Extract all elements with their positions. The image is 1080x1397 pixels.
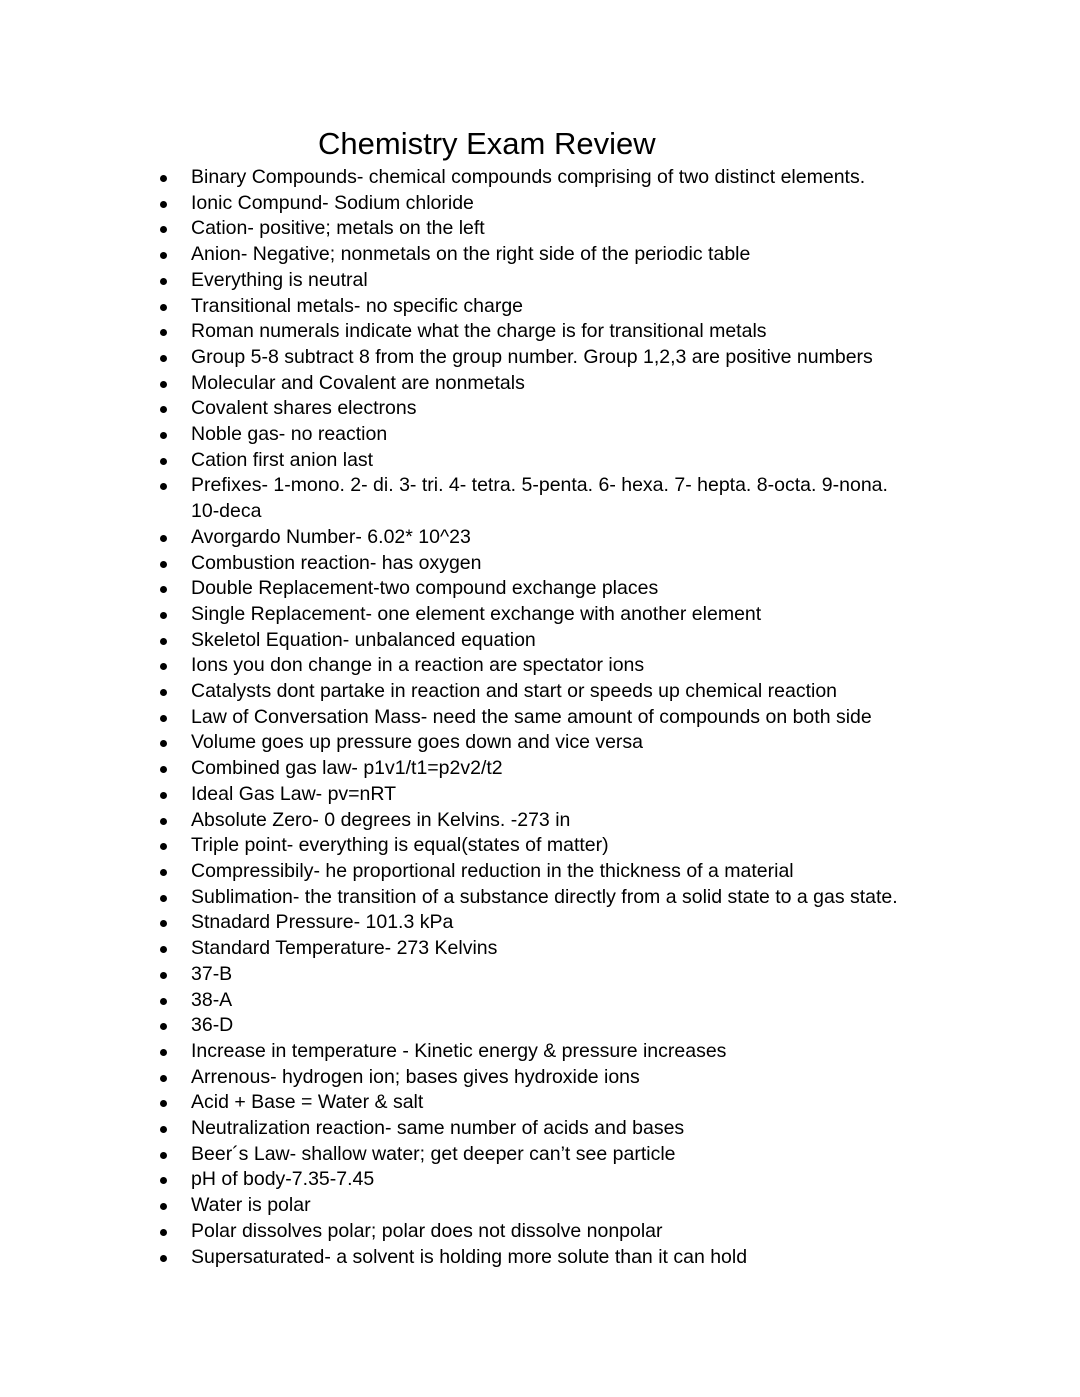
list-item-text: Combustion reaction- has oxygen — [191, 551, 482, 574]
bullet-dot-icon — [160, 1177, 167, 1184]
bullet-dot-icon — [160, 432, 167, 439]
list-item-text: Ionic Compund- Sodium chloride — [191, 191, 474, 214]
bullet-dot-icon — [160, 381, 167, 388]
list-item — [160, 1013, 920, 1039]
list-item-text: 36-D — [191, 1014, 234, 1037]
list-item-text: Volume goes up pressure goes down and vice versa — [191, 731, 644, 754]
bullet-dot-icon — [160, 715, 167, 722]
list-item-text: Combined gas law- p1v1/t1=p2v2/t2 — [191, 757, 503, 780]
bullet-dot-icon — [160, 663, 167, 670]
list-item — [160, 988, 920, 1014]
list-item-text: Cation- positive; metals on the left — [191, 217, 485, 240]
list-item-text: Cation first anion last — [191, 448, 374, 471]
list-item — [160, 551, 920, 577]
list-item — [160, 191, 920, 217]
bullet-dot-icon — [160, 175, 167, 182]
list-item — [160, 1039, 920, 1065]
list-item — [160, 910, 920, 936]
list-item-text: Covalent shares electrons — [191, 397, 417, 420]
bullet-dot-icon — [160, 535, 167, 542]
list-item — [160, 396, 920, 422]
list-item-text: Group 5-8 subtract 8 from the group number. Group 1,2,3 are positive numbers — [191, 345, 873, 368]
bullet-dot-icon — [160, 972, 167, 979]
bullet-dot-icon — [160, 1203, 167, 1210]
bullet-dot-icon — [160, 1023, 167, 1030]
list-item — [160, 422, 920, 448]
list-item-text: Roman numerals indicate what the charge is for transitional metals — [191, 320, 767, 343]
list-item — [160, 885, 920, 911]
list-item — [160, 165, 920, 191]
list-item — [160, 782, 920, 808]
list-item-text: Sublimation- the transition of a substance directly from a solid state to a gas state. — [191, 885, 898, 908]
list-item — [160, 730, 920, 756]
list-item-text: Standard Temperature- 273 Kelvins — [191, 937, 498, 960]
list-item — [160, 1090, 920, 1116]
list-item-text: Water is polar — [191, 1194, 311, 1217]
list-item — [160, 833, 920, 859]
list-item — [160, 242, 920, 268]
page-title: Chemistry Exam Review — [318, 126, 656, 161]
list-item — [160, 268, 920, 294]
list-item-text: Polar dissolves polar; polar does not dissolve nonpolar — [191, 1219, 663, 1242]
review-bullet-list — [160, 165, 920, 1270]
list-item-text: Law of Conversation Mass- need the same amount of compounds on both side — [191, 705, 872, 728]
bullet-dot-icon — [160, 561, 167, 568]
list-item — [160, 294, 920, 320]
bullet-dot-icon — [160, 946, 167, 953]
bullet-dot-icon — [160, 895, 167, 902]
list-item-text: Absolute Zero- 0 degrees in Kelvins. -273 in — [191, 808, 571, 831]
bullet-dot-icon — [160, 1126, 167, 1133]
list-item-text: Molecular and Covalent are nonmetals — [191, 371, 525, 394]
list-item-text: Compressibily- he proportional reduction in the thickness of a material — [191, 859, 794, 882]
list-item — [160, 1167, 920, 1193]
list-item-text: Catalysts dont partake in reaction and start or speeds up chemical reaction — [191, 680, 838, 703]
list-item — [160, 962, 920, 988]
list-item — [160, 345, 920, 371]
list-item — [160, 525, 920, 551]
list-item — [160, 628, 920, 654]
bullet-dot-icon — [160, 406, 167, 413]
bullet-dot-icon — [160, 304, 167, 311]
list-item-text: Supersaturated- a solvent is holding more solute than it can hold — [191, 1245, 748, 1268]
bullet-dot-icon — [160, 329, 167, 336]
list-item — [160, 705, 920, 731]
list-item-text: Increase in temperature - Kinetic energy & pressure increases — [191, 1039, 727, 1062]
list-item — [160, 473, 891, 524]
list-item — [160, 319, 920, 345]
list-item — [160, 1142, 920, 1168]
bullet-dot-icon — [160, 740, 167, 747]
list-item — [160, 756, 920, 782]
list-item-text: Anion- Negative; nonmetals on the right side of the periodic table — [191, 243, 751, 266]
list-item-text: Beer´s Law- shallow water; get deeper can’t see particle — [191, 1142, 676, 1165]
bullet-dot-icon — [160, 766, 167, 773]
list-item-text: Arrenous- hydrogen ion; bases gives hydroxide ions — [191, 1065, 640, 1088]
bullet-dot-icon — [160, 278, 167, 285]
list-item — [160, 679, 920, 705]
list-item-text: Triple point- everything is equal(states of matter) — [191, 834, 609, 857]
list-item-text: Acid + Base = Water & salt — [191, 1091, 424, 1114]
bullet-dot-icon — [160, 201, 167, 208]
bullet-dot-icon — [160, 483, 167, 490]
bullet-dot-icon — [160, 612, 167, 619]
list-item-text: Skeletol Equation- unbalanced equation — [191, 628, 536, 651]
list-item-text: Binary Compounds- chemical compounds comprising of two distinct elements. — [191, 166, 866, 188]
list-item-text: pH of body-7.35-7.45 — [191, 1168, 375, 1191]
list-item — [160, 448, 920, 474]
bullet-dot-icon — [160, 792, 167, 799]
bullet-dot-icon — [160, 998, 167, 1005]
bullet-dot-icon — [160, 458, 167, 465]
bullet-dot-icon — [160, 843, 167, 850]
list-item — [160, 653, 920, 679]
list-item — [160, 808, 920, 834]
bullet-dot-icon — [160, 689, 167, 696]
bullet-dot-icon — [160, 586, 167, 593]
list-item-text: Single Replacement- one element exchange with another element — [191, 602, 762, 625]
bullet-dot-icon — [160, 1075, 167, 1082]
list-item-text: Neutralization reaction- same number of acids and bases — [191, 1117, 685, 1140]
list-item — [160, 576, 920, 602]
list-item — [160, 216, 920, 242]
list-item — [160, 602, 920, 628]
bullet-dot-icon — [160, 818, 167, 825]
list-item — [160, 1245, 920, 1271]
list-item — [160, 1116, 920, 1142]
list-item-text: Noble gas- no reaction — [191, 423, 388, 446]
bullet-dot-icon — [160, 355, 167, 362]
list-item — [160, 936, 920, 962]
list-item-text: Prefixes- 1-mono. 2- di. 3- tri. 4- tetra. 5-penta. 6- hexa. 7- hepta. 8-octa. 9-nona. 10-deca — [191, 474, 888, 523]
list-item-text: Stnadard Pressure- 101.3 kPa — [191, 911, 454, 934]
list-item — [160, 859, 920, 885]
bullet-dot-icon — [160, 638, 167, 645]
bullet-dot-icon — [160, 1229, 167, 1236]
bullet-dot-icon — [160, 1152, 167, 1159]
list-item — [160, 1065, 920, 1091]
bullet-dot-icon — [160, 226, 167, 233]
bullet-dot-icon — [160, 1255, 167, 1262]
list-item-text: Ideal Gas Law- pv=nRT — [191, 782, 397, 805]
list-item — [160, 1219, 920, 1245]
list-item-text: 38-A — [191, 988, 233, 1011]
bullet-dot-icon — [160, 252, 167, 259]
list-item — [160, 371, 920, 397]
list-item-text: Avorgardo Number- 6.02* 10^23 — [191, 525, 471, 548]
list-item-text: 37-B — [191, 962, 233, 985]
list-item — [160, 1193, 920, 1219]
list-item-text: Everything is neutral — [191, 268, 368, 291]
list-item-text: Transitional metals- no specific charge — [191, 294, 524, 317]
bullet-dot-icon — [160, 1049, 167, 1056]
bullet-dot-icon — [160, 920, 167, 927]
list-item-text: Double Replacement-two compound exchange places — [191, 577, 659, 600]
bullet-dot-icon — [160, 869, 167, 876]
bullet-dot-icon — [160, 1100, 167, 1107]
list-item-text: Ions you don change in a reaction are spectator ions — [191, 654, 645, 677]
